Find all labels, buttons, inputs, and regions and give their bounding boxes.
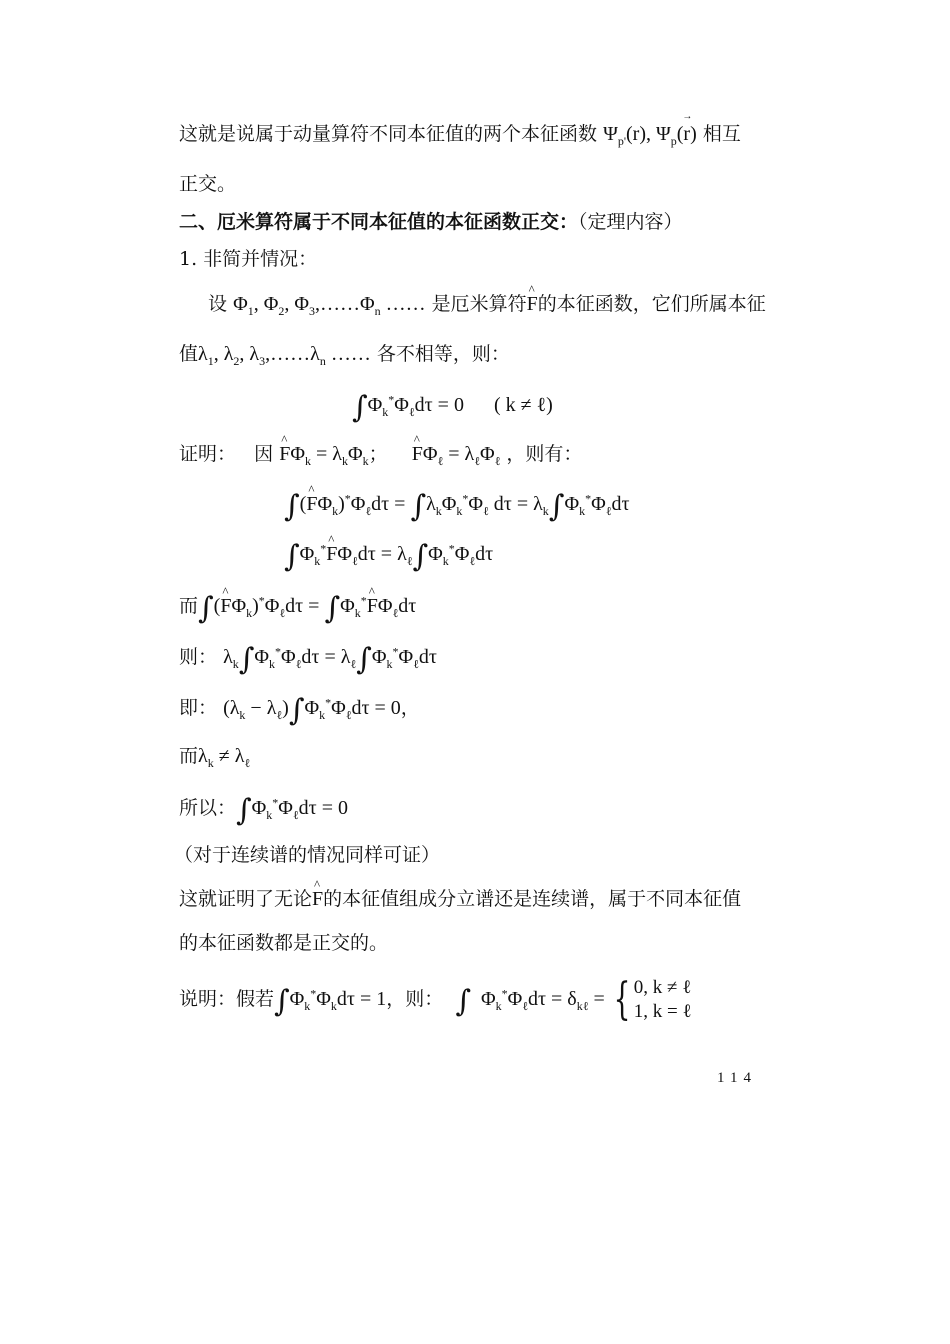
text: 这就证明了无论 (179, 888, 313, 910)
math-phi-list: $\Phi_1$, $\Phi_2$, $\Phi_3,\dots\dots\Phi_n$ …… (233, 293, 426, 318)
math-eigen-eq-k: ^ $F\Phi_k = \lambda_k\Phi_k$ (279, 443, 368, 465)
math-lambda-list: $\lambda_1$, $\lambda_2$, $\lambda_3,\dots\dots\lambda_n$ …… (198, 343, 371, 368)
text: ； (368, 443, 388, 465)
proof-equation-1: ∫(^ $F\Phi_k)^*\Phi_\ell d\tau = \int\lambda_k\Phi_k^*\Phi_\ell$ $d\tau = \lambda_k\int\Phi_k^*\Phi_\ell d\tau$ (284, 492, 629, 522)
text: 所以： (179, 797, 237, 819)
text: 则： (179, 646, 218, 668)
section-heading (179, 213, 683, 232)
paragraph-line-1 (179, 123, 741, 148)
proof-line-ie: 即： $(\lambda_k - \lambda_\ell)\int\Phi_k^*\Phi_\ell d\tau = 0$， (179, 693, 420, 728)
proof-line-1 (179, 443, 583, 468)
text: 这就是说属于动量算符不同本征值的两个本征函数 (179, 123, 598, 145)
math-result: $\int\Phi_k^*\Phi_\ell d\tau = 0$ (236, 793, 348, 828)
text: ，则有： (506, 443, 583, 465)
math-operator-f: ^ F (312, 889, 323, 909)
heading-note: （定理内容） (578, 211, 683, 233)
text: 设 (208, 293, 228, 315)
text: 的本征函数，它们所属本征 (537, 293, 766, 315)
proof-line-then (179, 642, 437, 677)
math-eigen-eq-l: ^ $F\Phi_\ell = \lambda_\ell\Phi_\ell$ (412, 443, 501, 465)
text: 因 (254, 443, 274, 465)
setup-line-1 (208, 293, 766, 318)
text: 各不相等，则： (376, 343, 510, 365)
math-orthonormal: ∫ $\Phi_k^*\Phi_\ell d\tau = \delta_{k\ell}$ = (455, 984, 610, 1019)
heading-title: 二、厄米算符属于不同本征值的本征函数正交： (179, 211, 579, 233)
math-difference: $(\lambda_k - \lambda_\ell)\int\Phi_k^*\Phi_\ell d\tau = 0$ (223, 693, 401, 728)
note-line (179, 976, 692, 1024)
proof-line-therefore (179, 793, 348, 828)
conclusion-line-1 (179, 889, 741, 909)
math-operator-f: ^ F (527, 294, 538, 314)
math-normalization: $\int\Phi_k^*\Phi_kd\tau = 1$ (274, 984, 387, 1019)
text: ，则： (386, 988, 444, 1010)
paragraph-line-2: 正交。 (179, 173, 237, 195)
text: 的本征值组成分立谱还是连续谱，属于不同本征值 (323, 888, 742, 910)
brace-symbol: { (613, 974, 631, 1025)
conclusion-line-2: 的本征函数都是正交的。 (179, 932, 389, 954)
proof-line-hermitian (179, 591, 417, 626)
case-heading: 1. 非简并情况： (179, 248, 318, 270)
math-equality: $\lambda_k\int\Phi_k^*\Phi_\ell d\tau = \lambda_\ell\int\Phi_k^*\Phi_\ell d\tau$ (223, 642, 437, 677)
setup-line-2 (179, 343, 510, 368)
text: 相互 (702, 123, 741, 145)
proof-equation-2: $\int\Phi_k^*\^{}$ $F\Phi_\ell d\tau = \lambda_\ell\int\Phi_k^*\Phi_\ell d\tau$ (284, 542, 493, 572)
proof-line-and (179, 745, 251, 770)
math-inequality: $\lambda_k \ne \lambda_\ell$ (198, 745, 251, 770)
text: 而 (179, 745, 199, 767)
text: 证明： (179, 443, 237, 465)
text: 而 (179, 595, 199, 617)
text: 值 (179, 343, 199, 365)
math-cases: 0, k ≠ ℓ 1, k = ℓ (633, 977, 692, 1022)
math-psi-functions: $\Psi_{p'}(r)$, $\Psi_p(\to r)$ (603, 123, 697, 145)
theorem-equation: $\int\Phi_k^*\Phi_\ell d\tau = 0$ ( k ≠ ℓ) (352, 390, 553, 425)
continuous-note: （对于连续谱的情况同样可证） (174, 844, 441, 866)
text: 是厄米算符 (431, 293, 527, 315)
math-hermitian: ∫(^ $F\Phi_k)^*\Phi_\ell d\tau$ = $\int\Phi_k^*\^{}$ $F\Phi_\ell d\tau$ (198, 595, 416, 617)
text: 说明：假若 (179, 988, 275, 1010)
text: 即： (179, 697, 218, 719)
page-number: 114 (717, 1070, 757, 1086)
